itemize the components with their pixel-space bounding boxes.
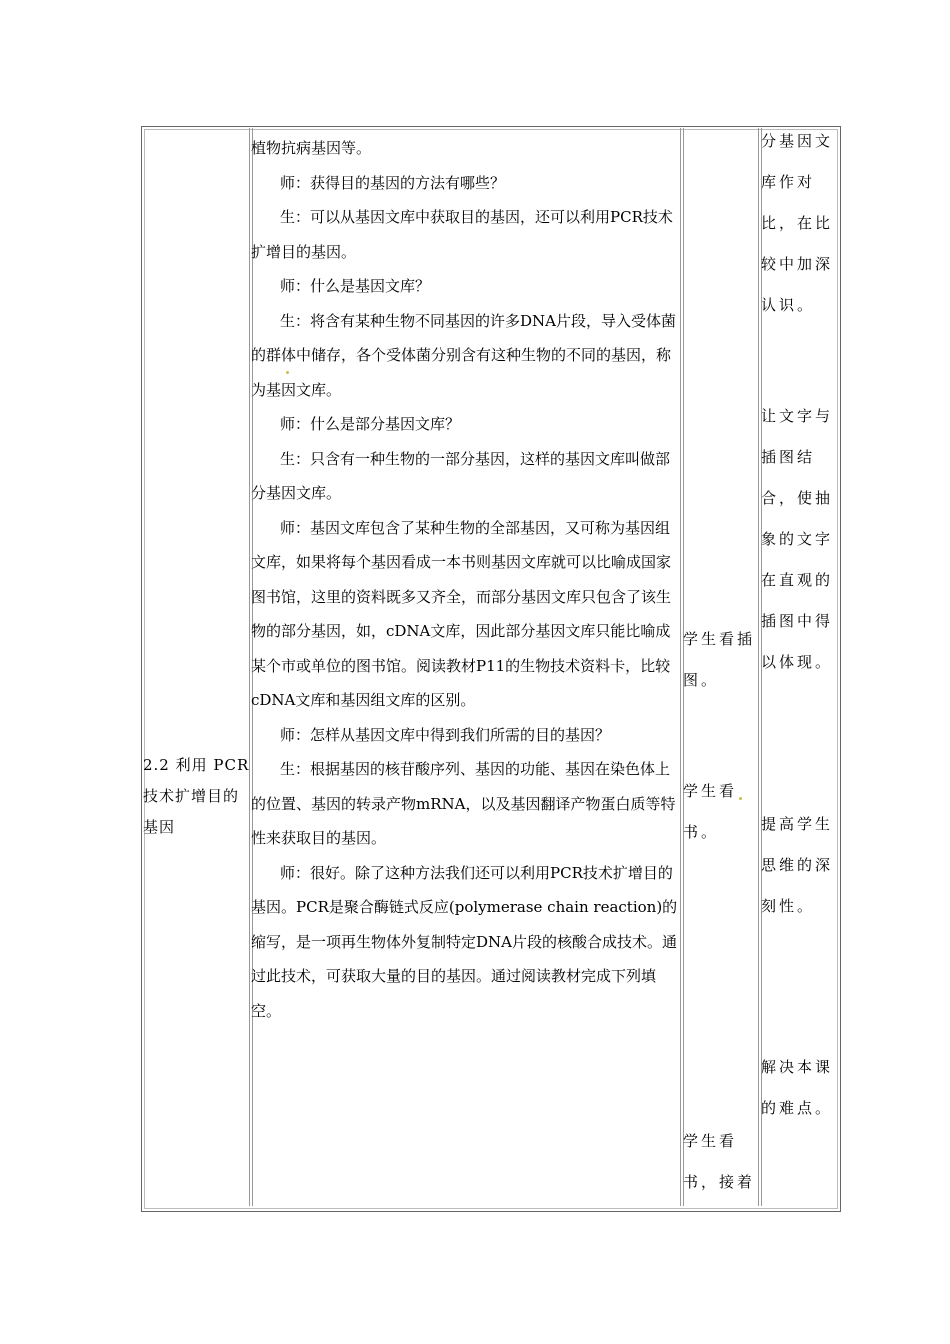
paragraph: 生：根据基因的核苷酸序列、基因的功能、基因在染色体上的位置、基因的转录产物mRNA，以及基因翻译产物蛋白质等特性来获取目的基因。 [251,760,676,847]
purpose-note: 提高学生思维的深刻性。 [761,815,834,915]
paragraph: 师：基因文库包含了某种生物的全部基因，又可称为基因组文库，如果将每个基因看成一本书则基因文库就可以比喻成国家图书馆，这里的资料既多又齐全，而部分基因文库只包含了该生物的部分基因，如，cDNA文库，因此部分基因文库只能比喻成某个市或单位的图书馆。阅读教材P11的生物技术资料卡，比较cDNA文库和基因组文库的区别。 [251,518,672,709]
purpose-note: 分基因文库作对比，在比较中加深认识。 [761,132,834,314]
paragraph: 植物抗病基因等。 [251,139,372,157]
topic-cell [143,750,251,843]
paragraph: 生：可以从基因文库中获取目的基因，还可以利用PCR技术扩增目的基因。 [251,208,673,261]
activity-note: 学生看书。 [683,782,738,841]
student-activity-cell [683,0,759,1344]
topic-label: 2.2 利用 PCR技术扩增目的基因 [143,756,250,836]
activity-note: 学生看书，接着 [683,1132,756,1191]
ink-speck [739,797,742,800]
paragraph: 师：怎样从基因文库中得到我们所需的目的基因？ [280,725,611,744]
design-purpose-cell [761,0,839,1344]
paragraph: 师：什么是基因文库？ [280,277,431,295]
paragraph: 师：什么是部分基因文库？ [280,415,461,433]
ink-speck [286,371,289,374]
activity-note: 学生看插图。 [683,630,756,689]
teaching-process-cell [251,131,681,1028]
paragraph: 生：只含有一种生物的一部分基因，这样的基因文库叫做部分基因文库。 [251,449,671,502]
paragraph: 师：很好。除了这种方法我们还可以利用PCR技术扩增目的基因。PCR是聚合酶链式反应(polymerase chain reaction)的缩写，是一项再生物体外复制特定DNA片段的核酸合成技术。通过此技术，可获取大量的目的基因。通过阅读教材完成下列填空。 [251,863,678,1020]
paragraph: 生：将含有某种生物不同基因的许多DNA片段，导入受体菌的群体中储存，各个受体菌分别含有这种生物的不同的基因，称为基因文库。 [251,311,676,399]
purpose-note: 让文字与插图结合，使抽象的文字在直观的插图中得以体现。 [761,407,834,671]
paragraph: 师：获得目的基因的方法有哪些？ [280,173,506,192]
purpose-note: 解决本课的难点。 [761,1058,834,1117]
